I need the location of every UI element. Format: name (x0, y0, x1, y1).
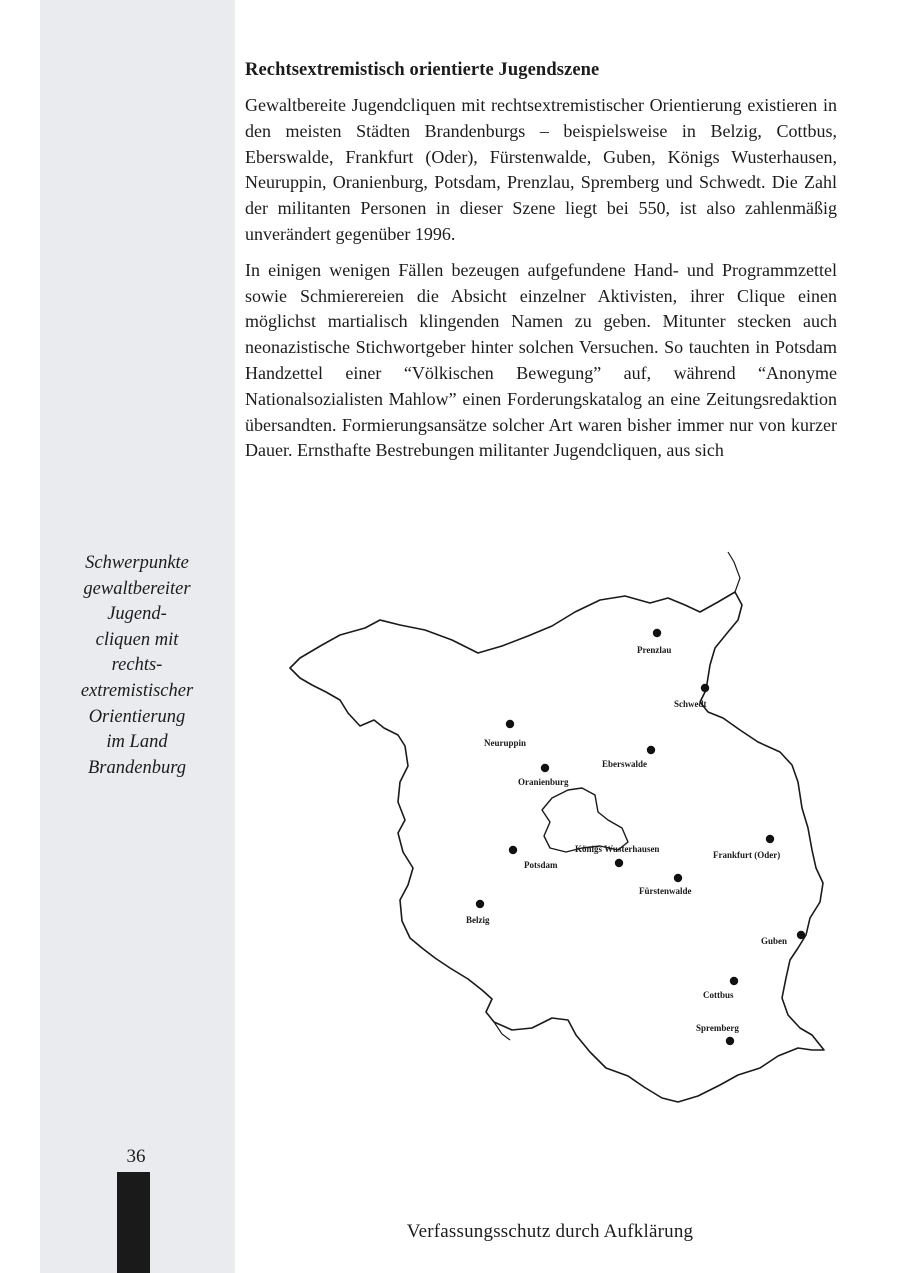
caption-line: Jugend- (107, 604, 167, 625)
oder-river (728, 552, 740, 592)
city-dot-belzig (476, 900, 484, 908)
page-footer: Verfassungsschutz durch Aufklärung (406, 1221, 694, 1242)
city-dot-spremberg (726, 1037, 734, 1045)
city-dot-königs-wusterhausen (615, 859, 623, 867)
city-dot-neuruppin (506, 720, 514, 728)
article (245, 60, 837, 474)
map-caption (52, 551, 222, 781)
berlin-border (542, 788, 628, 852)
paragraph-2: In einigen wenigen Fällen bezeugen aufgefundene Hand- und Programmzettel sowie Schmierereien die Absicht einzelner Aktivisten, ihrer Clique einen möglichst martialisch klingenden Namen zu geben. Mitunter stecken auch neonazistische Stichwortgeber hinter solchen Versuchen. So tauchten in Potsdam Handzettel einer “Völkischen Bewegung” auf, während “Anonyme Nationalsozialisten Mahlow” einen Forderungskatalog an eine Zeitungsredaktion übersandten. Formierungsansätze solcher Art waren bisher immer nur von kurzer Dauer. Ernsthafte Bestrebungen militanter Jugendcliquen, aus sich (245, 259, 837, 461)
page-edge (0, 0, 40, 1273)
city-label-cottbus: Cottbus (703, 990, 734, 1000)
article-heading: Rechtsextremistisch orientierte Jugendszene (245, 60, 600, 80)
city-dot-guben (797, 931, 805, 939)
city-dot-fürstenwalde (674, 874, 682, 882)
caption-line: cliquen mit (95, 629, 179, 650)
city-label-fürstenwalde: Fürstenwalde (639, 886, 692, 896)
caption-line: gewaltbereiter (83, 578, 191, 599)
city-label-schwedt: Schwedt (674, 699, 707, 709)
caption-line: rechts- (111, 655, 163, 676)
city-label-eberswalde: Eberswalde (602, 759, 647, 769)
caption-line: im Land (106, 732, 168, 753)
city-label-prenzlau: Prenzlau (637, 645, 672, 655)
city-label-spremberg: Spremberg (696, 1023, 739, 1033)
city-label-potsdam: Potsdam (524, 860, 558, 870)
paragraph-1: Gewaltbereite Jugendcliquen mit rechtsextremistischer Orientierung existieren in den meisten Städten Brandenburgs – beispielsweise in Belzig, Cottbus, Eberswalde, Frankfurt (Oder), Fürstenwalde, Guben, Königs Wusterhausen, Neuruppin, Oranienburg, Potsdam, Prenzlau, Spremberg und Schwedt. Die Zahl der militanten Personen in dieser Szene liegt bei 550, ist also zahlenmäßig unverändert gegenüber 1996. (245, 95, 837, 244)
city-dot-schwedt (701, 684, 709, 692)
city-label-belzig: Belzig (466, 915, 490, 925)
page-number: 36 (126, 1146, 146, 1167)
city-dot-oranienburg (541, 764, 549, 772)
brandenburg-map-svg (230, 550, 850, 1110)
city-label-königs-wusterhausen: Königs Wusterhausen (575, 844, 660, 854)
city-markers (466, 629, 805, 1045)
city-label-guben: Guben (761, 936, 788, 946)
caption-line: Orientierung (88, 706, 186, 727)
state-border (290, 592, 824, 1102)
city-label-oranienburg: Oranienburg (518, 777, 569, 787)
city-dot-eberswalde (647, 746, 655, 754)
city-dot-prenzlau (653, 629, 661, 637)
city-label-frankfurt-oder: Frankfurt (Oder) (713, 850, 781, 860)
caption-line: extremistischer (80, 680, 194, 701)
caption-line: Schwerpunkte (85, 553, 189, 573)
caption-line: Brandenburg (88, 757, 186, 778)
city-label-neuruppin: Neuruppin (484, 738, 527, 748)
city-dot-potsdam (509, 846, 517, 854)
page-bar (117, 1172, 150, 1273)
city-dot-frankfurt-oder (766, 835, 774, 843)
brandenburg-map (230, 550, 850, 1110)
city-dot-cottbus (730, 977, 738, 985)
